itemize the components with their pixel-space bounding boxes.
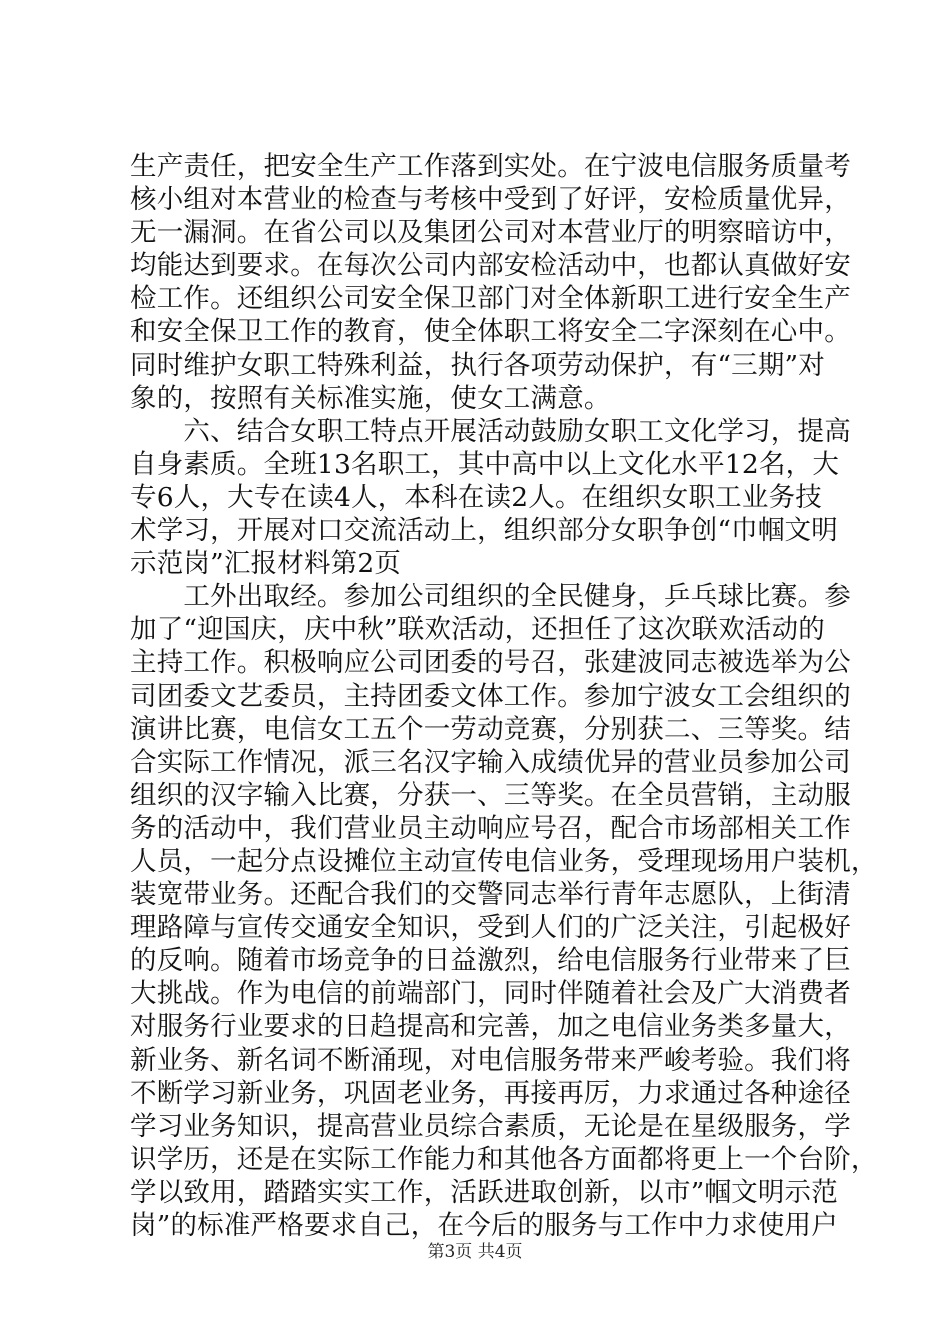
body-text-line: 加了“迎国庆，庆中秋”联欢活动，还担任了这次联欢活动的 — [130, 614, 825, 646]
body-text-line: 自身素质。全班13名职工，其中高中以上文化水平12名，大 — [130, 448, 840, 480]
body-text-line: 岗”的标准严格要求自己，在今后的服务与工作中力求使用户 — [130, 1210, 838, 1241]
body-text-line: 组织的汉字输入比赛，分获一、三等奖。在全员营销，主动服 — [130, 779, 851, 811]
body-text-line: 示范岗”汇报材料第2页 — [130, 548, 402, 580]
body-text-line: 学以致用，踏踏实实工作，活跃进取创新，以市”帼文明示范 — [130, 1176, 838, 1208]
body-text-line: 新业务、新名词不断涌现，对电信服务带来严峻考验。我们将 — [130, 1044, 851, 1076]
body-text-line: 核小组对本营业的检查与考核中受到了好评，安检质量优异， — [130, 184, 851, 216]
page-footer: 第3页 共4页 — [427, 1242, 523, 1262]
body-text-line: 司团委文艺委员，主持团委文体工作。参加宁波女工会组织的 — [130, 680, 851, 712]
body-text-line: 合实际工作情况，派三名汉字输入成绩优异的营业员参加公司 — [130, 746, 851, 778]
body-text-line: 人员，一起分点设摊位主动宣传电信业务，受理现场用户装机， — [130, 845, 878, 877]
body-text-line: 和安全保卫工作的教育，使全体职工将安全二字深刻在心中。 — [130, 316, 851, 348]
document-body — [130, 150, 878, 1242]
body-text-line: 象的，按照有关标准实施，使女工满意。 — [130, 382, 611, 414]
body-text-line: 务的活动中，我们营业员主动响应号召，配合市场部相关工作 — [130, 812, 851, 844]
body-text-line: 无一漏洞。在省公司以及集团公司对本营业厅的明察暗访中， — [130, 217, 851, 249]
body-text-line: 理路障与宣传交通安全知识，受到人们的广泛关注，引起极好 — [130, 912, 851, 944]
body-text-line: 同时维护女职工特殊利益，执行各项劳动保护，有“三期”对 — [130, 349, 825, 381]
body-text-line: 主持工作。积极响应公司团委的号召，张建波同志被选举为公 — [130, 647, 851, 679]
body-text-line: 工外出取经。参加公司组织的全民健身，乒乓球比赛。参 — [130, 581, 851, 613]
body-text-line: 生产责任，把安全生产工作落到实处。在宁波电信服务质量考 — [130, 151, 851, 182]
body-text-line: 术学习，开展对口交流活动上，组织部分女职争创“巾帼文明 — [130, 515, 838, 547]
body-text-line: 检工作。还组织公司安全保卫部门对全体新职工进行安全生产 — [130, 283, 851, 315]
body-text-line: 的反响。随着市场竞争的日益激烈，给电信服务行业带来了巨 — [130, 945, 851, 977]
body-text-line: 识学历，还是在实际工作能力和其他各方面都将更上一个台阶， — [130, 1143, 878, 1175]
body-text-line: 均能达到要求。在每次公司内部安检活动中，也都认真做好安 — [130, 250, 851, 282]
body-text-line: 专6人，大专在读4人，本科在读2人。在组织女职工业务技 — [130, 481, 822, 513]
body-text-line: 演讲比赛，电信女工五个一劳动竞赛，分别获二、三等奖。结 — [130, 713, 851, 745]
body-text-line: 对服务行业要求的日趋提高和完善，加之电信业务类多量大， — [130, 1011, 851, 1043]
body-text-line: 装宽带业务。还配合我们的交警同志举行青年志愿队，上街清 — [130, 879, 851, 911]
body-text-line: 大挑战。作为电信的前端部门，同时伴随着社会及广大消费者 — [130, 978, 851, 1010]
body-text-line: 六、结合女职工特点开展活动鼓励女职工文化学习，提高 — [130, 415, 851, 447]
body-text-line: 不断学习新业务，巩固老业务，再接再厉，力求通过各种途径 — [130, 1077, 851, 1109]
body-text-line: 学习业务知识，提高营业员综合素质，无论是在星级服务，学 — [130, 1110, 851, 1142]
